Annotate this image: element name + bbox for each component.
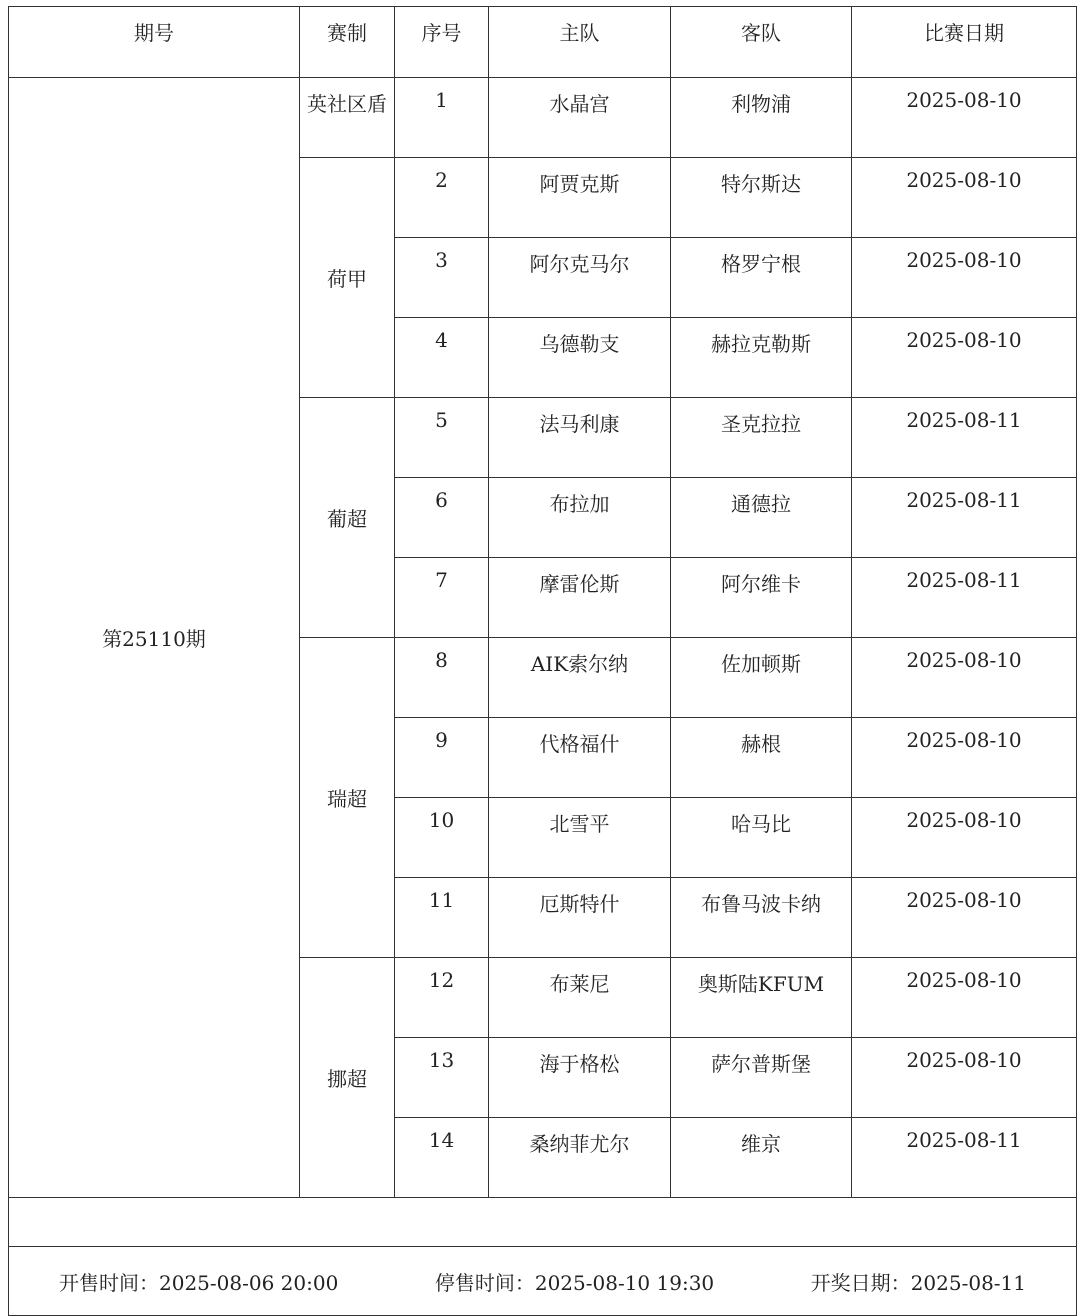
home-team-cell: 布莱尼 [489, 958, 671, 1038]
match-no-cell: 6 [395, 478, 489, 558]
match-no-cell: 13 [395, 1038, 489, 1118]
match-no-cell: 14 [395, 1118, 489, 1198]
header-row [9, 7, 1077, 78]
footer-row [9, 1247, 1077, 1316]
away-team-cell: 布鲁马波卡纳 [671, 878, 852, 958]
home-team-cell: 海于格松 [489, 1038, 671, 1118]
match-no-cell: 11 [395, 878, 489, 958]
match-row [9, 78, 1077, 158]
sale-stop-time: 停售时间：2025-08-10 19:30 [434, 1270, 715, 1295]
header-league: 赛制 [300, 7, 395, 78]
away-team-cell: 萨尔普斯堡 [671, 1038, 852, 1118]
issue-cell: 第25110期 [9, 78, 300, 1198]
away-team-cell: 通德拉 [671, 478, 852, 558]
away-team-cell: 哈马比 [671, 798, 852, 878]
match-no-cell: 4 [395, 318, 489, 398]
footer-cell [9, 1247, 1077, 1316]
away-team-cell: 赫根 [671, 718, 852, 798]
match-no-cell: 9 [395, 718, 489, 798]
home-team-cell: AIK索尔纳 [489, 638, 671, 718]
home-team-cell: 阿贾克斯 [489, 158, 671, 238]
match-no-cell: 8 [395, 638, 489, 718]
match-no-cell: 5 [395, 398, 489, 478]
home-team-cell: 摩雷伦斯 [489, 558, 671, 638]
away-team-cell: 赫拉克勒斯 [671, 318, 852, 398]
match-date-cell: 2025-08-11 [852, 558, 1077, 638]
league-cell: 瑞超 [300, 638, 395, 958]
away-team-cell: 格罗宁根 [671, 238, 852, 318]
away-team-cell: 奥斯陆KFUM [671, 958, 852, 1038]
home-team-cell: 代格福什 [489, 718, 671, 798]
header-issue: 期号 [9, 7, 300, 78]
match-schedule-table [8, 6, 1077, 1316]
blank-row [9, 1198, 1077, 1247]
league-cell: 英社区盾 [300, 78, 395, 158]
away-team-cell: 维京 [671, 1118, 852, 1198]
match-date-cell: 2025-08-10 [852, 958, 1077, 1038]
match-no-cell: 3 [395, 238, 489, 318]
home-team-cell: 乌德勒支 [489, 318, 671, 398]
match-no-cell: 12 [395, 958, 489, 1038]
footer-info [9, 1267, 1076, 1296]
away-team-cell: 阿尔维卡 [671, 558, 852, 638]
match-date-cell: 2025-08-10 [852, 238, 1077, 318]
away-team-cell: 佐加顿斯 [671, 638, 852, 718]
match-date-cell: 2025-08-10 [852, 78, 1077, 158]
header-no: 序号 [395, 7, 489, 78]
header-home: 主队 [489, 7, 671, 78]
home-team-cell: 水晶宫 [489, 78, 671, 158]
home-team-cell: 阿尔克马尔 [489, 238, 671, 318]
match-no-cell: 7 [395, 558, 489, 638]
match-date-cell: 2025-08-10 [852, 318, 1077, 398]
match-no-cell: 2 [395, 158, 489, 238]
league-cell: 荷甲 [300, 158, 395, 398]
draw-date: 开奖日期：2025-08-11 [810, 1270, 1026, 1295]
away-team-cell: 圣克拉拉 [671, 398, 852, 478]
home-team-cell: 法马利康 [489, 398, 671, 478]
blank-cell [9, 1198, 1077, 1247]
schedule-body [9, 78, 1077, 1198]
match-date-cell: 2025-08-11 [852, 398, 1077, 478]
match-date-cell: 2025-08-10 [852, 158, 1077, 238]
match-date-cell: 2025-08-11 [852, 1118, 1077, 1198]
home-team-cell: 布拉加 [489, 478, 671, 558]
home-team-cell: 厄斯特什 [489, 878, 671, 958]
match-no-cell: 10 [395, 798, 489, 878]
home-team-cell: 桑纳菲尤尔 [489, 1118, 671, 1198]
match-date-cell: 2025-08-11 [852, 478, 1077, 558]
match-date-cell: 2025-08-10 [852, 1038, 1077, 1118]
match-date-cell: 2025-08-10 [852, 878, 1077, 958]
header-date: 比赛日期 [852, 7, 1077, 78]
away-team-cell: 特尔斯达 [671, 158, 852, 238]
sale-start-time: 开售时间：2025-08-06 20:00 [59, 1270, 339, 1295]
away-team-cell: 利物浦 [671, 78, 852, 158]
league-cell: 挪超 [300, 958, 395, 1198]
match-no-cell: 1 [395, 78, 489, 158]
match-date-cell: 2025-08-10 [852, 638, 1077, 718]
league-cell: 葡超 [300, 398, 395, 638]
header-away: 客队 [671, 7, 852, 78]
home-team-cell: 北雪平 [489, 798, 671, 878]
match-date-cell: 2025-08-10 [852, 798, 1077, 878]
match-date-cell: 2025-08-10 [852, 718, 1077, 798]
